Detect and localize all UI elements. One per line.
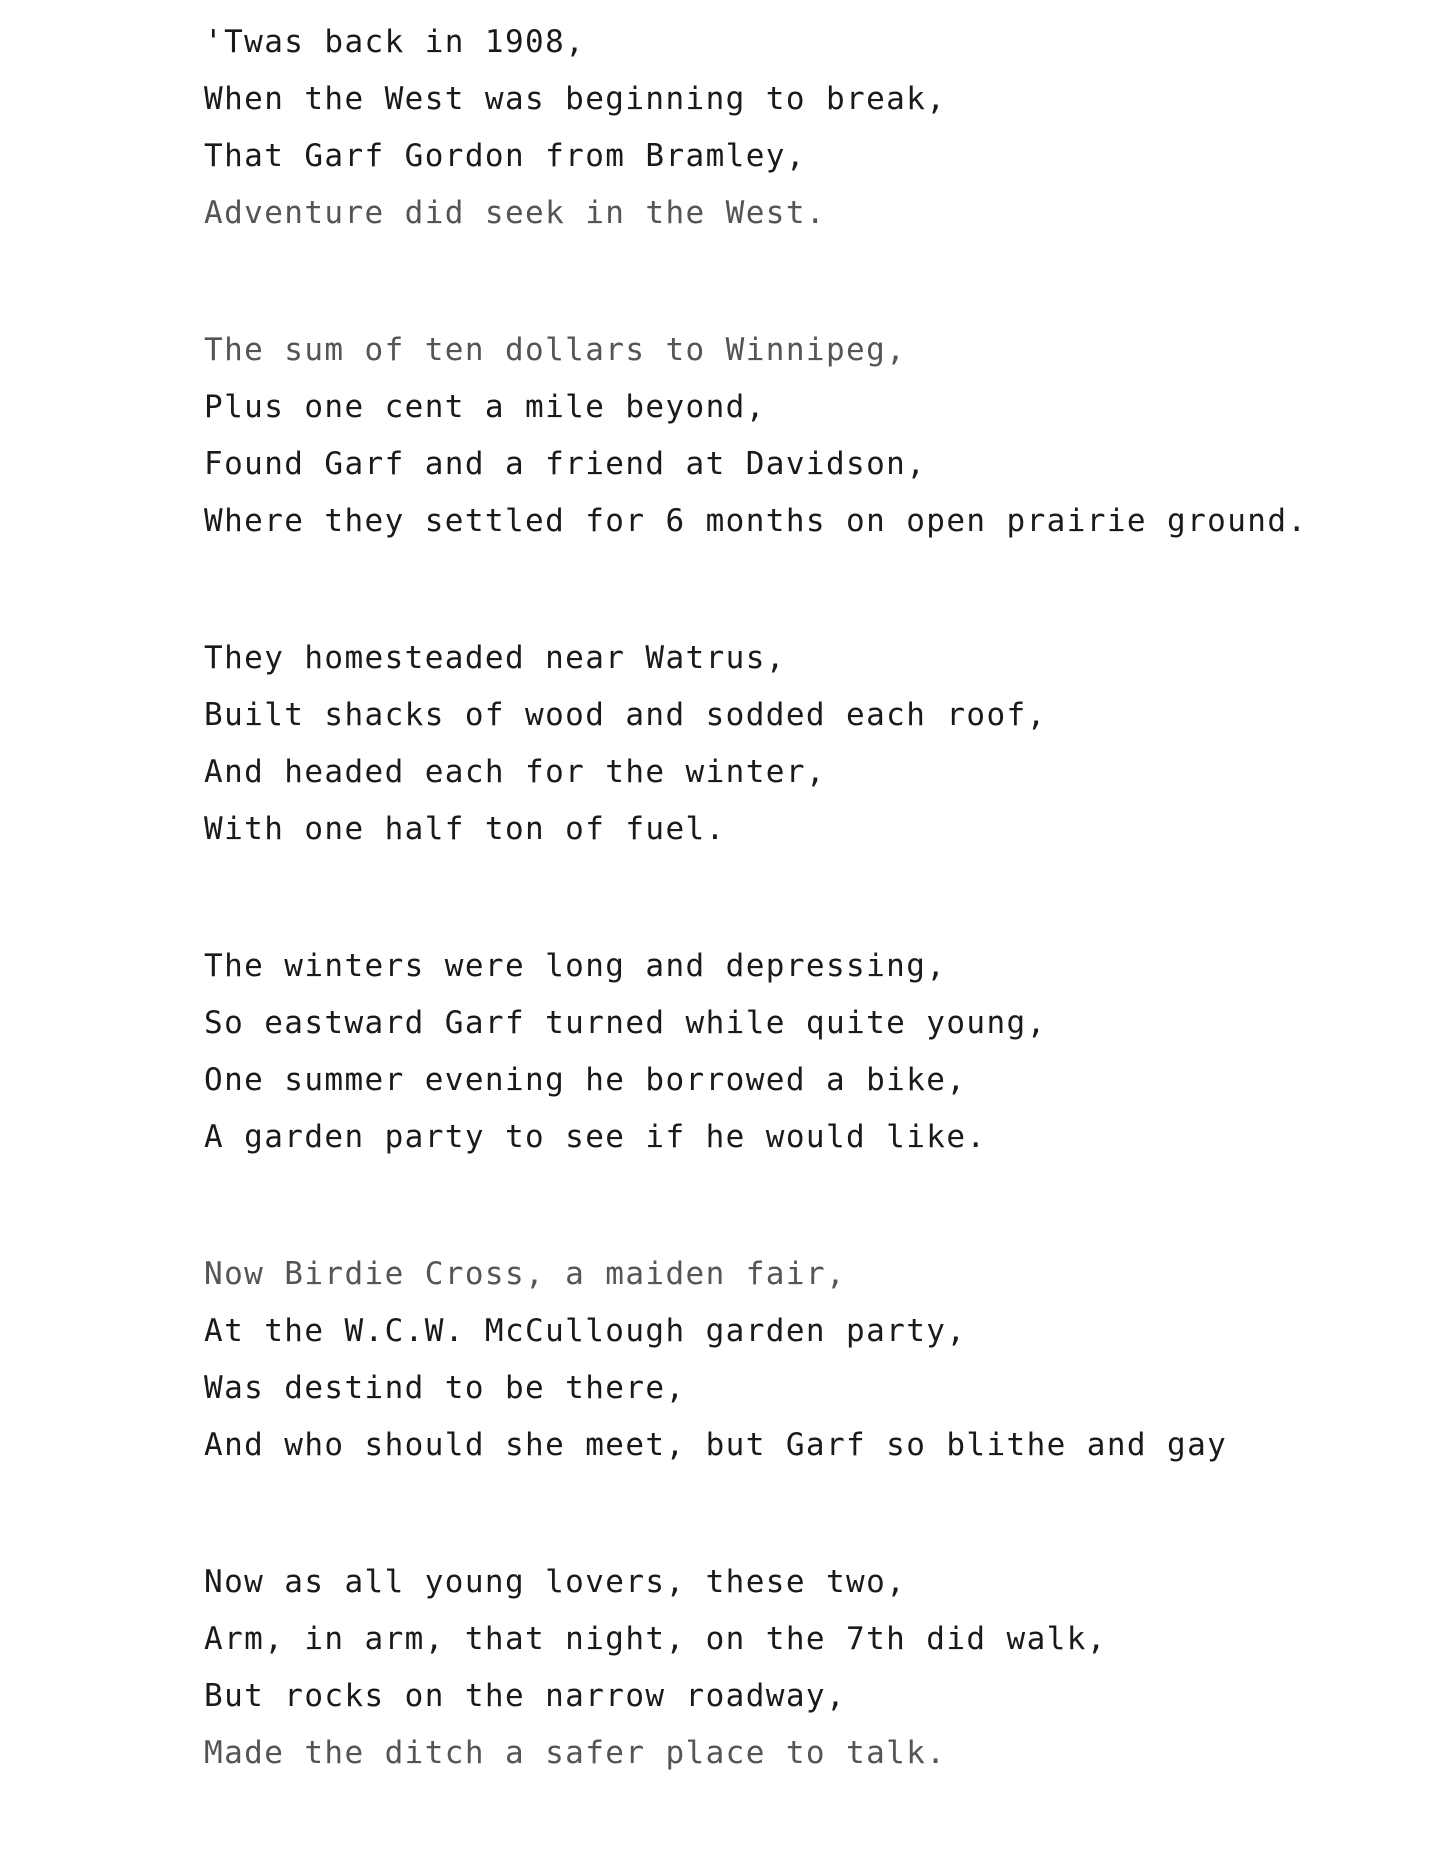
- poem-line: Now as all young lovers, these two,: [204, 1564, 907, 1600]
- poem-line: When the West was beginning to break,: [204, 81, 947, 117]
- poem-line: So eastward Garf turned while quite young,: [204, 1005, 1047, 1041]
- stanza-4: [204, 938, 1434, 1166]
- poem-line: Plus one cent a mile beyond,: [204, 389, 766, 425]
- poem-line: But rocks on the narrow roadway,: [204, 1678, 847, 1714]
- poem-line: Found Garf and a friend at Davidson,: [204, 446, 927, 482]
- poem-line: With one half ton of fuel.: [204, 811, 726, 847]
- poem-line: One summer evening he borrowed a bike,: [204, 1062, 967, 1098]
- poem-line: That Garf Gordon from Bramley,: [204, 138, 806, 174]
- poem-line: The sum of ten dollars to Winnipeg,: [204, 332, 907, 368]
- poem-line: Where they settled for 6 months on open prairie ground.: [204, 503, 1308, 539]
- stanza-6: [204, 1554, 1434, 1782]
- stanza-1: [204, 14, 1434, 242]
- poem-line: Built shacks of wood and sodded each roof,: [204, 697, 1047, 733]
- poem-line: Now Birdie Cross, a maiden fair,: [204, 1256, 847, 1292]
- poem-line: Was destind to be there,: [204, 1370, 686, 1406]
- poem-line: And headed each for the winter,: [204, 754, 826, 790]
- poem-line: And who should she meet, but Garf so blithe and gay: [204, 1427, 1228, 1463]
- poem-line: They homesteaded near Watrus,: [204, 640, 786, 676]
- poem-line: Adventure did seek in the West.: [204, 195, 826, 231]
- poem-body: [204, 14, 1434, 1862]
- poem-line: Arm, in arm, that night, on the 7th did walk,: [204, 1621, 1107, 1657]
- stanza-2: [204, 322, 1434, 550]
- poem-line: The winters were long and depressing,: [204, 948, 947, 984]
- stanza-3: [204, 630, 1434, 858]
- poem-line: At the W.C.W. McCullough garden party,: [204, 1313, 967, 1349]
- poem-line: Made the ditch a safer place to talk.: [204, 1735, 947, 1771]
- poem-line: A garden party to see if he would like.: [204, 1119, 987, 1155]
- stanza-5: [204, 1246, 1434, 1474]
- poem-line: 'Twas back in 1908,: [204, 24, 586, 60]
